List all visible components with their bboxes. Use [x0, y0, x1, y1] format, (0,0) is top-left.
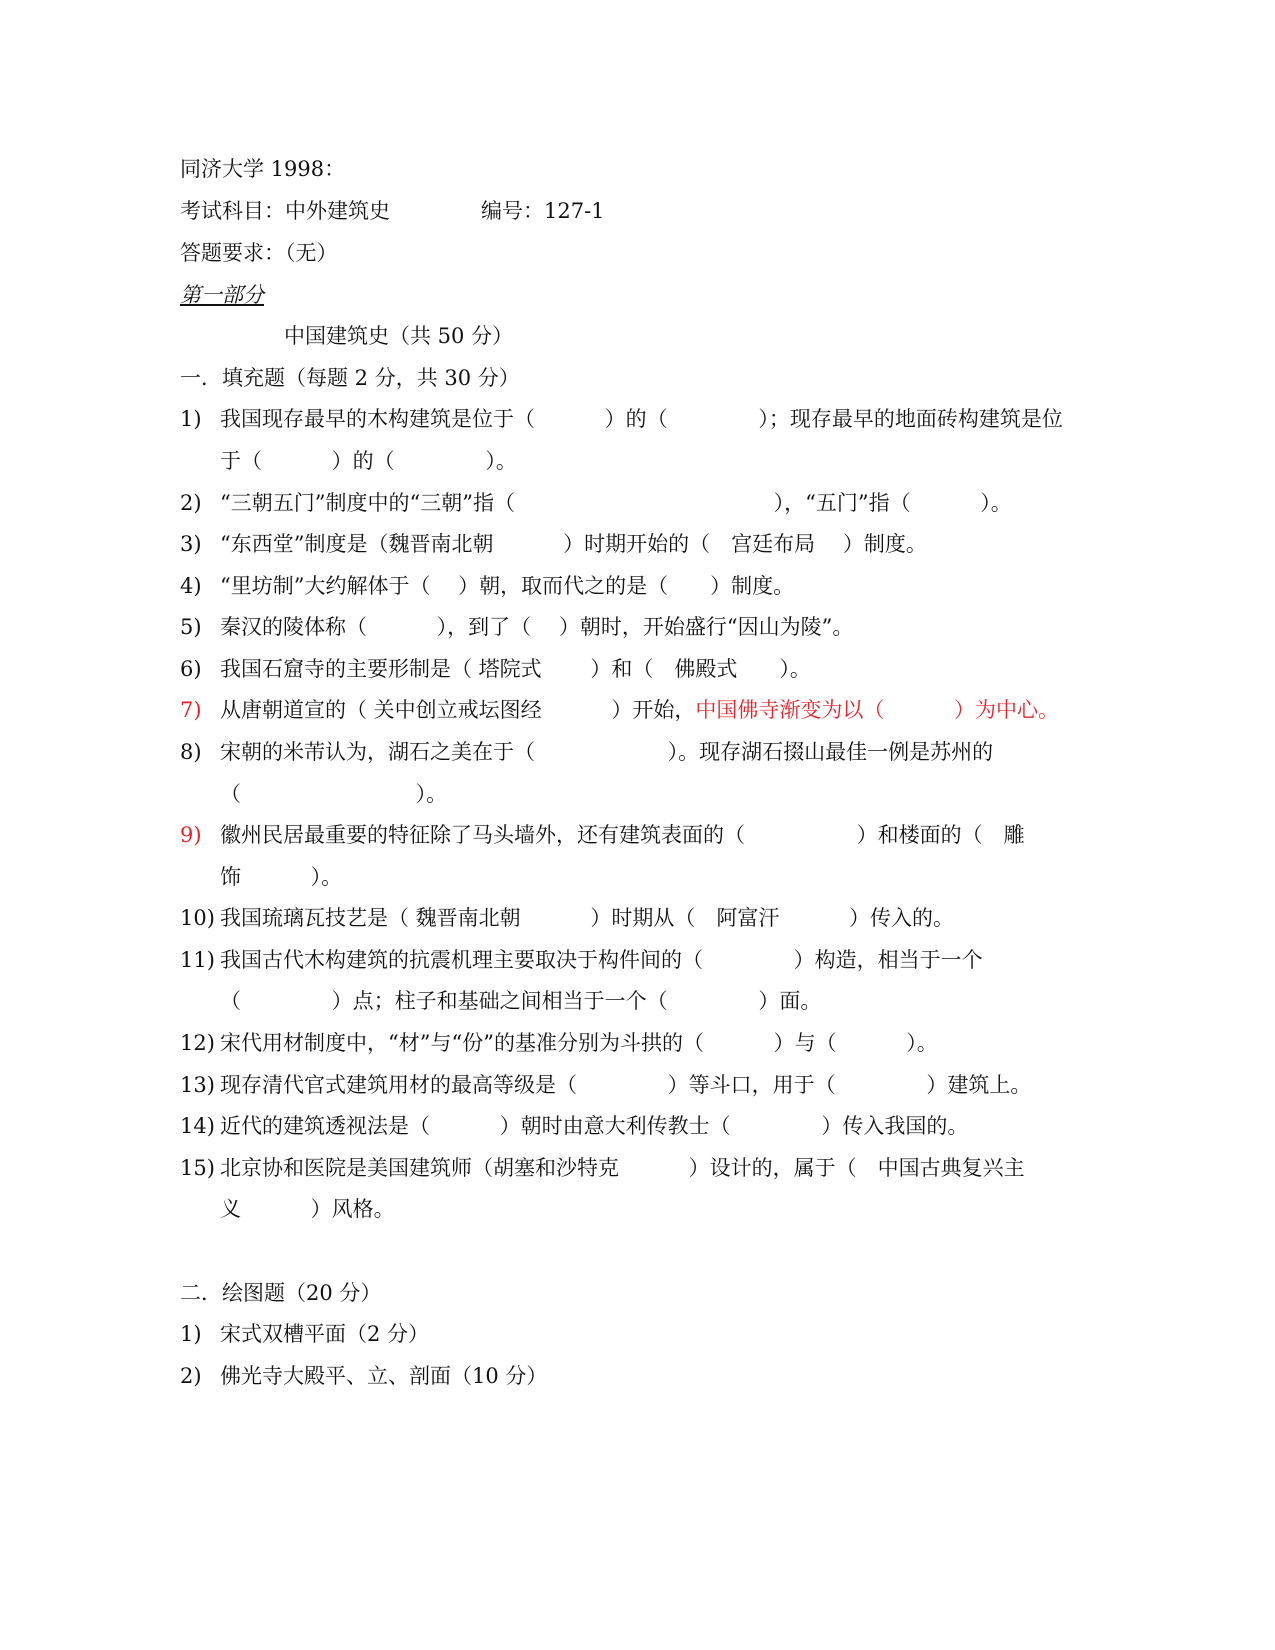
question-text: 佛光寺大殿平、立、剖面（10 分）	[220, 1364, 548, 1388]
subject-line: 考试科目：中外建筑史	[180, 199, 390, 223]
question-text: 北京协和医院是美国建筑师（胡塞和沙特克 ）设计的，属于（ 中国古典复兴主	[220, 1156, 1025, 1180]
question-text-continued: 于（ ）的（ ）。	[220, 449, 517, 473]
question-number: 12)	[180, 1031, 215, 1055]
question-number: 8)	[180, 740, 202, 764]
requirements-line: 答题要求：（无）	[180, 241, 338, 265]
question-number: 5)	[180, 615, 202, 639]
question-number: 7)	[180, 698, 202, 722]
question-text: 秦汉的陵体称（ ），到了（ ）朝时，开始盛行“因山为陵”。	[220, 615, 854, 639]
part-title: 中国建筑史（共 50 分）	[284, 324, 514, 348]
question-text: 我国琉璃瓦技艺是（ 魏晋南北朝 ）时期从（ 阿富汗 ）传入的。	[220, 906, 955, 930]
question-text: “三朝五门”制度中的“三朝”指（ ），“五门”指（ ）。	[220, 491, 1012, 515]
question-text: 徽州民居最重要的特征除了马头墙外，还有建筑表面的（ ）和楼面的（ 雕	[220, 823, 1025, 847]
fill-heading: 一．填充题（每题 2 分，共 30 分）	[180, 366, 520, 390]
question-text: 近代的建筑透视法是（ ）朝时由意大利传教士（ ）传入我国的。	[220, 1114, 969, 1138]
highlighted-text: 中国佛寺渐变为以（ ）为中心。	[695, 698, 1060, 722]
question-number: 2)	[180, 1364, 202, 1388]
question-text-part: 从唐朝道宣的（ 关中创立戒坛图经 ）开始，	[220, 698, 696, 722]
question-text: 宋朝的米芾认为，湖石之美在于（ ）。现存湖石掇山最佳一例是苏州的	[220, 740, 994, 764]
question-number: 9)	[180, 823, 202, 847]
part-heading: 第一部分	[180, 283, 264, 307]
question-number: 13)	[180, 1073, 215, 1097]
question-text: 宋式双槽平面（2 分）	[220, 1322, 430, 1346]
question-text: 我国古代木构建筑的抗震机理主要取决于构件间的（ ）构造，相当于一个	[220, 948, 983, 972]
question-number: 15)	[180, 1156, 215, 1180]
question-number: 1)	[180, 407, 202, 431]
question-number: 10)	[180, 906, 215, 930]
question-number: 3)	[180, 532, 202, 556]
question-text: 我国现存最早的木构建筑是位于（ ）的（ ）；现存最早的地面砖构建筑是位	[220, 407, 1063, 431]
question-text	[220, 697, 1059, 723]
question-number: 14)	[180, 1114, 215, 1138]
question-text-continued: 义 ）风格。	[220, 1197, 395, 1221]
question-text: 宋代用材制度中，“材”与“份”的基准分别为斗拱的（ ）与（ ）。	[220, 1031, 938, 1055]
question-text: “里坊制”大约解体于（ ）朝，取而代之的是（ ）制度。	[220, 574, 795, 598]
question-text: “东西堂”制度是（魏晋南北朝 ）时期开始的（ 宫廷布局 ）制度。	[220, 532, 927, 556]
question-number: 1)	[180, 1322, 202, 1346]
draw-heading: 二．绘图题（20 分）	[180, 1281, 382, 1305]
question-text: 现存清代官式建筑用材的最高等级是（ ）等斗口，用于（ ）建筑上。	[220, 1073, 1032, 1097]
question-number: 11)	[180, 948, 215, 972]
question-text: 我国石窟寺的主要形制是（ 塔院式 ）和（ 佛殿式 ）。	[220, 657, 811, 681]
question-text-continued: （ ）。	[220, 782, 448, 806]
question-text-continued: （ ）点；柱子和基础之间相当于一个（ ）面。	[220, 989, 822, 1013]
exam-code: 编号：127-1	[481, 199, 605, 223]
question-number: 6)	[180, 657, 202, 681]
question-text-continued: 饰 ）。	[220, 865, 343, 889]
question-number: 4)	[180, 574, 202, 598]
school-line: 同济大学 1998：	[180, 157, 346, 181]
question-number: 2)	[180, 491, 202, 515]
